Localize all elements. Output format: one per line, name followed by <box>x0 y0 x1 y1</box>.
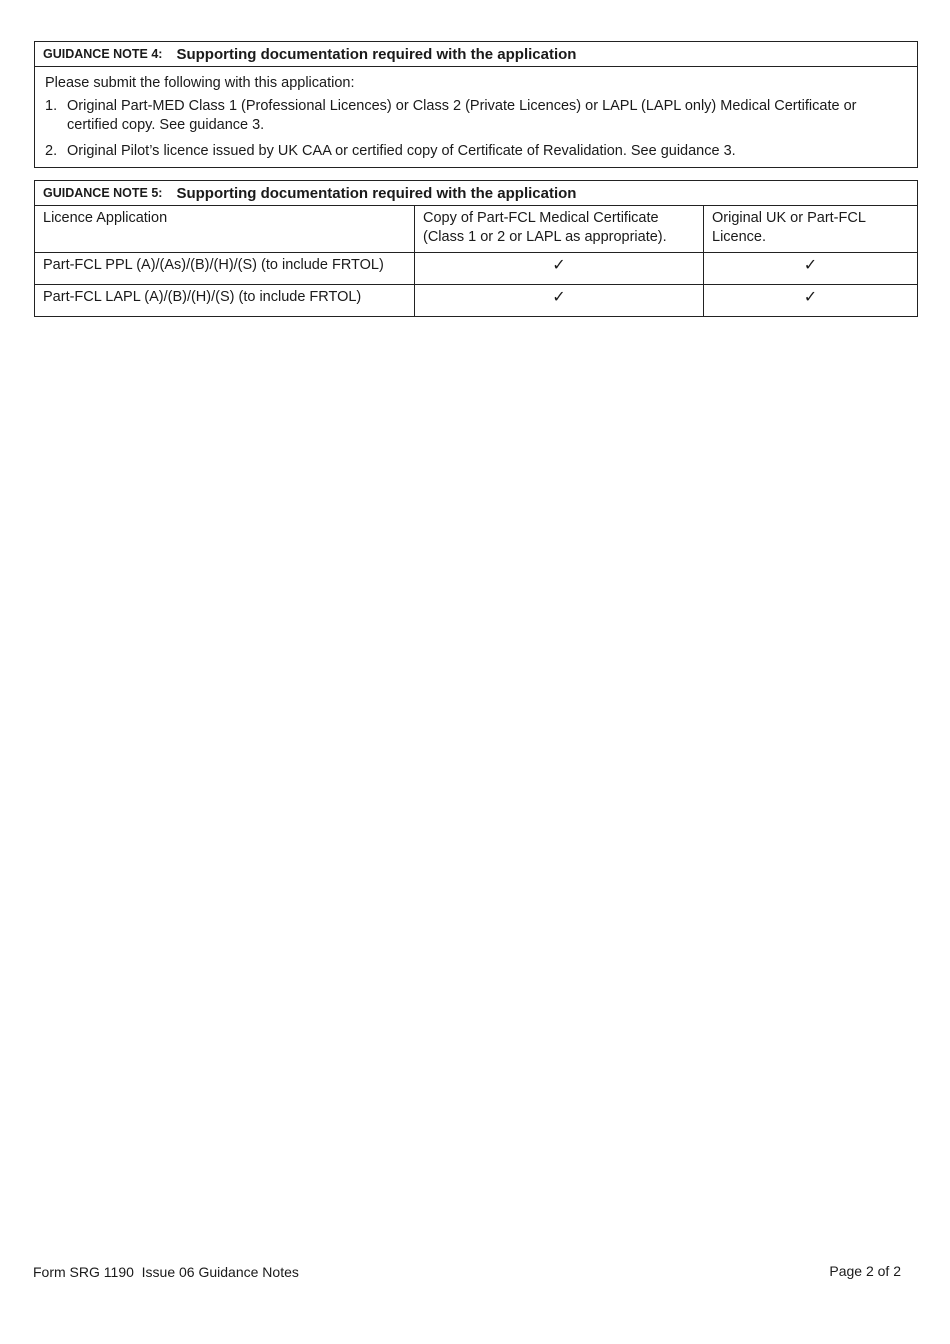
list-item <box>45 142 907 161</box>
list-item-number: 2. <box>45 143 58 159</box>
table-header-row <box>35 206 917 253</box>
guidance-note-4-title: Supporting documentation required with the application <box>176 45 577 63</box>
table-row <box>35 285 917 317</box>
list-item-text: Original Part-MED Class 1 (Professional Licences) or Class 2 (Private Licences) or LAPL (LAPL only) Medical Certificate or certified copy. See guidance 3. <box>67 98 857 133</box>
checkmark-icon: ✓ <box>415 253 704 285</box>
licence-name-cell: Part-FCL PPL (A)/(As)/(B)/(H)/(S) (to include FRTOL) <box>35 253 415 285</box>
guidance-note-5 <box>34 180 918 317</box>
documentation-table <box>35 206 917 316</box>
table-row <box>35 253 917 285</box>
column-header-medical-certificate: Copy of Part-FCL Medical Certificate (Class 1 or 2 or LAPL as appropriate). <box>415 206 704 253</box>
column-header-licence-application: Licence Application <box>43 210 168 226</box>
guidance-note-4-intro: Please submit the following with this application: <box>45 75 355 91</box>
guidance-note-4-list <box>45 97 907 161</box>
list-item <box>45 97 907 135</box>
list-item-text: Original Pilot’s licence issued by UK CAA or certified copy of Certificate of Revalidation. See guidance 3. <box>67 143 736 159</box>
guidance-note-4 <box>34 41 918 168</box>
checkmark-icon: ✓ <box>704 253 918 285</box>
guidance-note-5-title: Supporting documentation required with the application <box>176 184 577 202</box>
guidance-note-5-label: GUIDANCE NOTE 5: <box>43 186 163 200</box>
column-header-original-licence: Original UK or Part-FCL Licence. <box>704 206 918 253</box>
checkmark-icon: ✓ <box>704 285 918 317</box>
guidance-note-5-header <box>35 181 917 206</box>
guidance-note-4-label: GUIDANCE NOTE 4: <box>43 47 163 61</box>
checkmark-icon: ✓ <box>415 285 704 317</box>
page-number: Page 2 of 2 <box>829 1263 901 1279</box>
form-reference: Form SRG 1190 Issue 06 Guidance Notes <box>33 1264 299 1280</box>
licence-name-cell: Part-FCL LAPL (A)/(B)/(H)/(S) (to include FRTOL) <box>35 285 415 317</box>
guidance-note-4-header <box>35 42 917 67</box>
list-item-number: 1. <box>45 98 58 114</box>
